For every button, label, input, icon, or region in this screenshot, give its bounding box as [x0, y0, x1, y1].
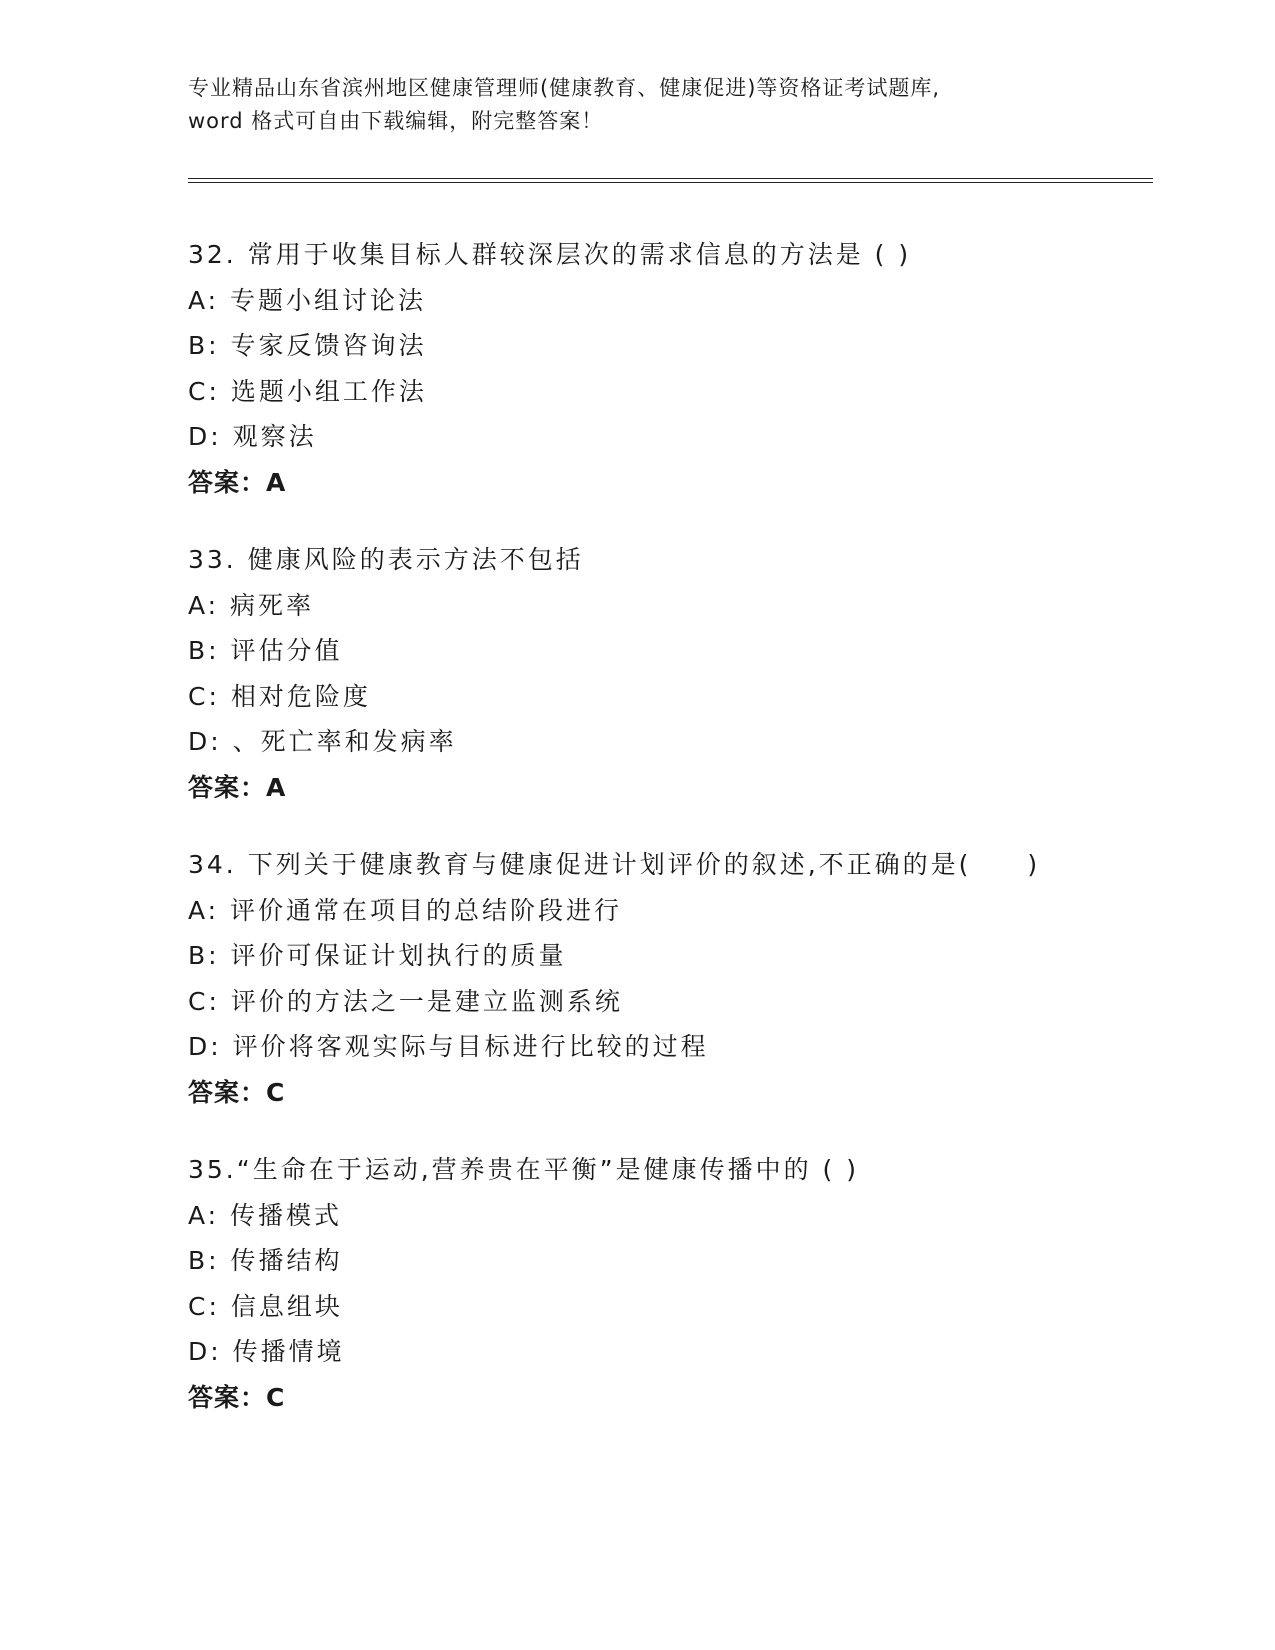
option-b: B: 评价可保证计划执行的质量: [188, 941, 567, 970]
option-b: B: 评估分值: [188, 636, 343, 665]
option-a: A: 病死率: [188, 590, 315, 620]
question-34: [188, 842, 1188, 1115]
option-d: D: 、死亡率和发病率: [188, 727, 457, 756]
option-d: D: 传播情境: [188, 1337, 345, 1366]
option-a: A: 传播模式: [188, 1200, 343, 1230]
question-text: 32. 常用于收集目标人群较深层次的需求信息的方法是 ( ): [188, 240, 912, 269]
answer: 答案：A: [188, 467, 287, 497]
question-32: [188, 232, 1188, 505]
question-list: [188, 232, 1188, 1452]
question-text: 35.“生命在于运动,营养贵在平衡”是健康传播中的 ( ): [188, 1155, 860, 1184]
question-33: [188, 537, 1188, 810]
option-b: B: 专家反馈咨询法: [188, 331, 427, 360]
header-line-2: word 格式可自由下载编辑，附完整答案！: [188, 109, 604, 133]
option-d: D: 评价将客观实际与目标进行比较的过程: [188, 1032, 709, 1061]
answer: 答案：C: [188, 1077, 286, 1107]
option-b: B: 传播结构: [188, 1246, 343, 1275]
option-d: D: 观察法: [188, 422, 317, 451]
option-c: C: 选题小组工作法: [188, 376, 427, 406]
header-line-1: 专业精品山东省滨州地区健康管理师(健康教育、健康促进)等资格证考试题库,: [188, 76, 941, 100]
option-a: A: 专题小组讨论法: [188, 285, 427, 315]
document-header: [188, 72, 1068, 138]
answer: 答案：C: [188, 1382, 286, 1412]
answer: 答案：A: [188, 772, 287, 802]
option-c: C: 相对危险度: [188, 681, 371, 711]
option-c: C: 评价的方法之一是建立监测系统: [188, 986, 623, 1016]
question-text: 34. 下列关于健康教育与健康促进计划评价的叙述,不正确的是( ): [188, 850, 1041, 879]
header-divider: [188, 178, 1153, 183]
option-a: A: 评价通常在项目的总结阶段进行: [188, 895, 623, 925]
option-c: C: 信息组块: [188, 1291, 343, 1321]
question-35: [188, 1147, 1188, 1420]
question-text: 33. 健康风险的表示方法不包括: [188, 545, 584, 574]
